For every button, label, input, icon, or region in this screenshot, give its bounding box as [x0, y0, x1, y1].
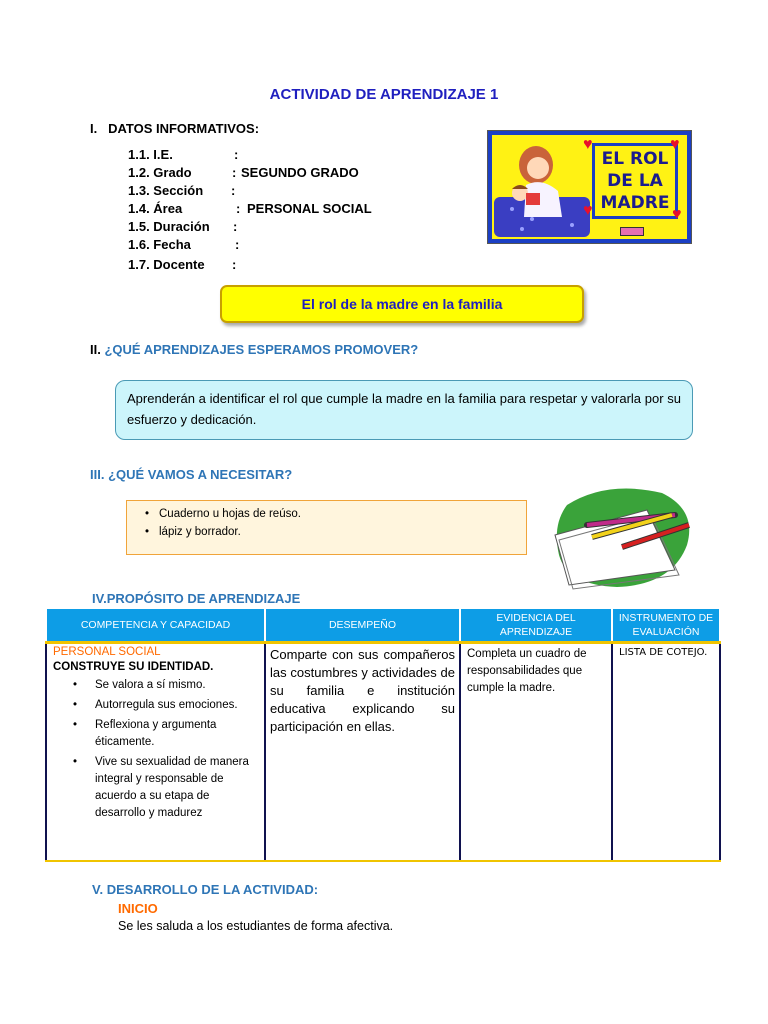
learning-purpose-table	[45, 607, 721, 862]
heart-icon: ♥	[670, 136, 680, 153]
list-item: • Cuaderno u hojas de reúso.	[139, 505, 514, 523]
info-colon: :	[232, 257, 237, 272]
pencils-paper-clipart	[547, 485, 697, 595]
section-label: PROPÓSITO DE APRENDIZAJE	[106, 591, 301, 606]
info-colon: :	[233, 219, 238, 234]
section-aprendizajes-heading	[90, 342, 418, 357]
column-header: EVIDENCIA DEL APRENDIZAJE	[460, 608, 612, 642]
info-label: 1.6. Fecha	[128, 237, 191, 252]
heart-icon: ♥	[583, 202, 593, 219]
table-row	[46, 642, 720, 861]
column-header: DESEMPEÑO	[265, 608, 460, 642]
document-title: ACTIVIDAD DE APRENDIZAJE 1	[269, 86, 499, 103]
info-label: 1.7. Docente	[128, 257, 205, 272]
heart-icon: ♥	[672, 206, 682, 223]
info-label: 1.1. I.E.	[128, 147, 173, 162]
info-colon: :	[231, 183, 236, 198]
info-label: 1.4. Área	[128, 201, 183, 216]
info-label: 1.5. Duración	[128, 219, 210, 234]
poster-line: EL ROL	[601, 149, 669, 169]
section-number: I.	[90, 121, 98, 136]
materials-list	[139, 505, 514, 541]
inicio-text: Se les saluda a los estudiantes de forma afectiva.	[118, 919, 394, 933]
poster-line: MADRE	[600, 193, 670, 213]
evidencia-cell: Completa un cuadro de responsabilidades que cumple la madre.	[460, 642, 612, 861]
activity-theme-box: El rol de la madre en la familia	[220, 285, 584, 323]
capacidades-list	[53, 677, 258, 822]
list-item: • Reflexiona y argumenta éticamente.	[53, 717, 258, 751]
heart-icon: ♥	[583, 136, 593, 153]
section-label: ¿QUÉ VAMOS A NECESITAR?	[108, 467, 293, 482]
poster-background	[492, 135, 687, 239]
list-item: • Se valora a sí mismo.	[53, 677, 258, 694]
section-proposito-heading	[92, 591, 300, 606]
section-label: DATOS INFORMATIVOS:	[108, 121, 260, 136]
materials-box	[126, 500, 527, 555]
instrumento-cell: LISTA DE COTEJO.	[612, 642, 720, 861]
list-item: • lápiz y borrador.	[139, 523, 514, 541]
section-datos-heading	[90, 121, 259, 136]
competencia-cell	[46, 642, 265, 861]
section-number: IV.	[92, 591, 107, 606]
info-colon: :	[234, 147, 239, 162]
info-value: PERSONAL SOCIAL	[247, 201, 372, 216]
info-value: SEGUNDO GRADO	[241, 165, 359, 180]
section-number: V.	[92, 882, 104, 897]
info-colon: :	[232, 165, 237, 180]
section-necesitar-heading	[90, 467, 292, 482]
poster-line: DE LA	[607, 171, 663, 191]
column-header: COMPETENCIA Y CAPACIDAD	[46, 608, 265, 642]
section-number: III.	[90, 467, 105, 482]
poster-title-box	[592, 143, 678, 219]
info-colon: :	[235, 237, 240, 252]
list-item: • Autorregula sus emociones.	[53, 697, 258, 714]
info-label: 1.2. Grado	[128, 165, 192, 180]
section-number: II.	[90, 342, 101, 357]
info-colon: :	[236, 201, 241, 216]
mother-reading-illustration	[492, 135, 592, 239]
learning-goal-box: Aprenderán a identificar el rol que cumple la madre en la familia para respetar y valorarla por su esfuerzo y dedicación.	[115, 380, 693, 440]
section-label: DESARROLLO DE LA ACTIVIDAD:	[106, 882, 319, 897]
mother-role-poster-image	[487, 130, 692, 244]
section-desarrollo-heading	[92, 882, 318, 897]
section-label: ¿QUÉ APRENDIZAJES ESPERAMOS PROMOVER?	[104, 342, 419, 357]
inicio-label: INICIO	[118, 901, 158, 916]
logo-badge-icon	[620, 227, 644, 236]
table-header-row	[46, 608, 720, 642]
list-item: • Vive su sexualidad de manera integral y responsable de acuerdo a su etapa de desarrollo y madurez	[53, 754, 258, 822]
column-header: INSTRUMENTO DE EVALUACIÓN	[612, 608, 720, 642]
competencia-label: CONSTRUYE SU IDENTIDAD.	[53, 660, 214, 673]
desempeno-cell: Comparte con sus compañeros las costumbres y actividades de su familia e institución educativa explicando su participación en ellas.	[265, 642, 460, 861]
area-label: PERSONAL SOCIAL	[53, 645, 161, 658]
info-label: 1.3. Sección	[128, 183, 204, 198]
